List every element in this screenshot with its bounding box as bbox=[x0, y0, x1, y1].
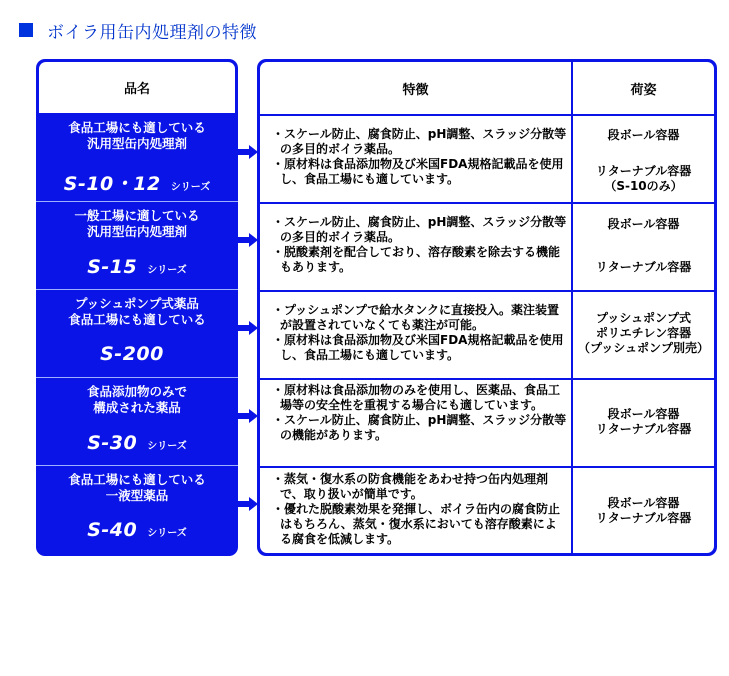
packaging-line: リターナブル容器 bbox=[595, 511, 692, 525]
packaging-line: 段ボール容器 bbox=[607, 217, 680, 231]
packaging-line bbox=[573, 143, 714, 158]
packaging-line bbox=[573, 232, 714, 247]
product-description-line: 食品添加物のみで bbox=[86, 384, 187, 399]
feature-cell bbox=[272, 303, 568, 363]
arrow-right-icon bbox=[238, 409, 258, 423]
feature-item: ・原材料は食品添加物及び米国FDA規格記載品を使用し、食品工場にも適しています。 bbox=[272, 333, 564, 362]
product-code: S-200 bbox=[100, 343, 164, 365]
series-label: シリーズ bbox=[147, 441, 187, 452]
packaging-line: リターナブル容器 bbox=[595, 422, 692, 436]
packaging-line: 段ボール容器 bbox=[607, 128, 680, 142]
product-code: S-10・12 bbox=[63, 173, 161, 195]
row-divider bbox=[260, 378, 714, 380]
arrow-right-icon bbox=[238, 497, 258, 511]
packaging-line: リターナブル容器 bbox=[595, 164, 692, 178]
packaging-line: ポリエチレン容器 bbox=[595, 326, 692, 340]
row-divider bbox=[260, 290, 714, 292]
product-panel bbox=[36, 59, 238, 556]
feature-item: ・優れた脱酸素効果を発揮し、ボイラ缶内の腐食防止はもちろん、蒸気・復水系においても溶存酸素による腐食を低減します。 bbox=[272, 502, 561, 546]
packaging-line: プッシュポンプ式 bbox=[596, 311, 691, 325]
feature-item: ・スケール防止、腐食防止、pH調整、スラッジ分散等の多目的ボイラ薬品。 bbox=[272, 215, 567, 244]
packaging-line: （S-10のみ） bbox=[604, 179, 683, 193]
product-description bbox=[36, 472, 238, 504]
product-description-line: 食品工場にも適している bbox=[68, 312, 206, 327]
packaging-cell bbox=[573, 496, 714, 526]
page-header bbox=[19, 20, 257, 43]
feature-item: ・プッシュポンプで給水タンクに直接投入。薬注装置が設置されていなくても薬注が可能。 bbox=[272, 303, 560, 332]
feature-item: ・スケール防止、腐食防止、pH調整、スラッジ分散等の多目的ボイラ薬品。 bbox=[272, 127, 567, 156]
packaging-line bbox=[573, 247, 714, 260]
product-row bbox=[36, 113, 238, 201]
product-description-line: 一液型薬品 bbox=[105, 488, 169, 503]
packaging-column-header: 荷姿 bbox=[630, 82, 657, 98]
product-description bbox=[36, 384, 238, 416]
feature-cell bbox=[272, 472, 568, 547]
packaging-cell bbox=[573, 311, 714, 356]
series-label: シリーズ bbox=[147, 265, 187, 276]
product-name bbox=[36, 432, 238, 454]
product-description-line: 汎用型缶内処理剤 bbox=[86, 224, 187, 239]
product-column-header: 品名 bbox=[39, 62, 235, 113]
row-divider bbox=[260, 114, 714, 116]
product-name bbox=[36, 519, 238, 541]
row-divider bbox=[260, 202, 714, 204]
product-description bbox=[36, 208, 238, 240]
product-name bbox=[36, 169, 238, 196]
features-table bbox=[257, 59, 717, 556]
product-row bbox=[36, 378, 238, 466]
product-description-line: 食品工場にも適している bbox=[68, 120, 206, 135]
arrow-right-icon bbox=[238, 321, 258, 335]
product-name bbox=[36, 256, 238, 278]
packaging-line: （プッシュポンプ別売） bbox=[578, 341, 709, 355]
product-description-line: 食品工場にも適している bbox=[68, 472, 206, 487]
series-label: シリーズ bbox=[147, 528, 187, 539]
feature-cell bbox=[272, 383, 568, 443]
product-description-line: 一般工場に適している bbox=[74, 208, 200, 223]
product-description-line: 構成された薬品 bbox=[93, 400, 181, 415]
square-bullet-icon bbox=[19, 23, 33, 37]
features-column-header: 特徴 bbox=[402, 82, 429, 98]
series-label: シリーズ bbox=[170, 182, 211, 193]
product-code: S-40 bbox=[87, 519, 138, 541]
features-table-body bbox=[260, 62, 714, 553]
product-row bbox=[36, 466, 238, 556]
product-row bbox=[36, 202, 238, 290]
product-code: S-30 bbox=[87, 432, 138, 454]
packaging-line: 段ボール容器 bbox=[607, 496, 680, 510]
product-row bbox=[36, 290, 238, 378]
feature-item: ・原材料は食品添加物のみを使用し、医薬品、食品工場等の安全性を重視する場合にも適しています。 bbox=[272, 383, 561, 412]
feature-cell bbox=[272, 127, 568, 187]
packaging-line: リターナブル容器 bbox=[595, 260, 692, 274]
page-title: ボイラ用缶内処理剤の特徴 bbox=[47, 22, 257, 43]
product-name bbox=[36, 343, 238, 365]
feature-item: ・脱酸素剤を配合しており、溶存酸素を除去する機能もあります。 bbox=[272, 245, 561, 274]
product-description bbox=[36, 296, 238, 328]
feature-item: ・原材料は食品添加物及び米国FDA規格記載品を使用し、食品工場にも適しています。 bbox=[272, 157, 564, 186]
feature-cell bbox=[272, 215, 568, 275]
packaging-cell bbox=[573, 217, 714, 275]
arrow-right-icon bbox=[238, 145, 258, 159]
packaging-line: 段ボール容器 bbox=[607, 407, 680, 421]
product-description-line: プッシュポンプ式薬品 bbox=[75, 296, 199, 311]
product-description bbox=[36, 120, 238, 152]
feature-item: ・蒸気・復水系の防食機能をあわせ持つ缶内処理剤で、取り扱いが簡単です。 bbox=[272, 472, 549, 501]
product-code: S-15 bbox=[87, 256, 138, 278]
feature-item: ・スケール防止、腐食防止、pH調整、スラッジ分散等の機能があります。 bbox=[272, 413, 567, 442]
arrow-right-icon bbox=[238, 233, 258, 247]
packaging-cell bbox=[573, 407, 714, 437]
row-divider bbox=[260, 466, 714, 468]
product-description-line: 汎用型缶内処理剤 bbox=[86, 136, 187, 151]
packaging-cell bbox=[573, 128, 714, 194]
